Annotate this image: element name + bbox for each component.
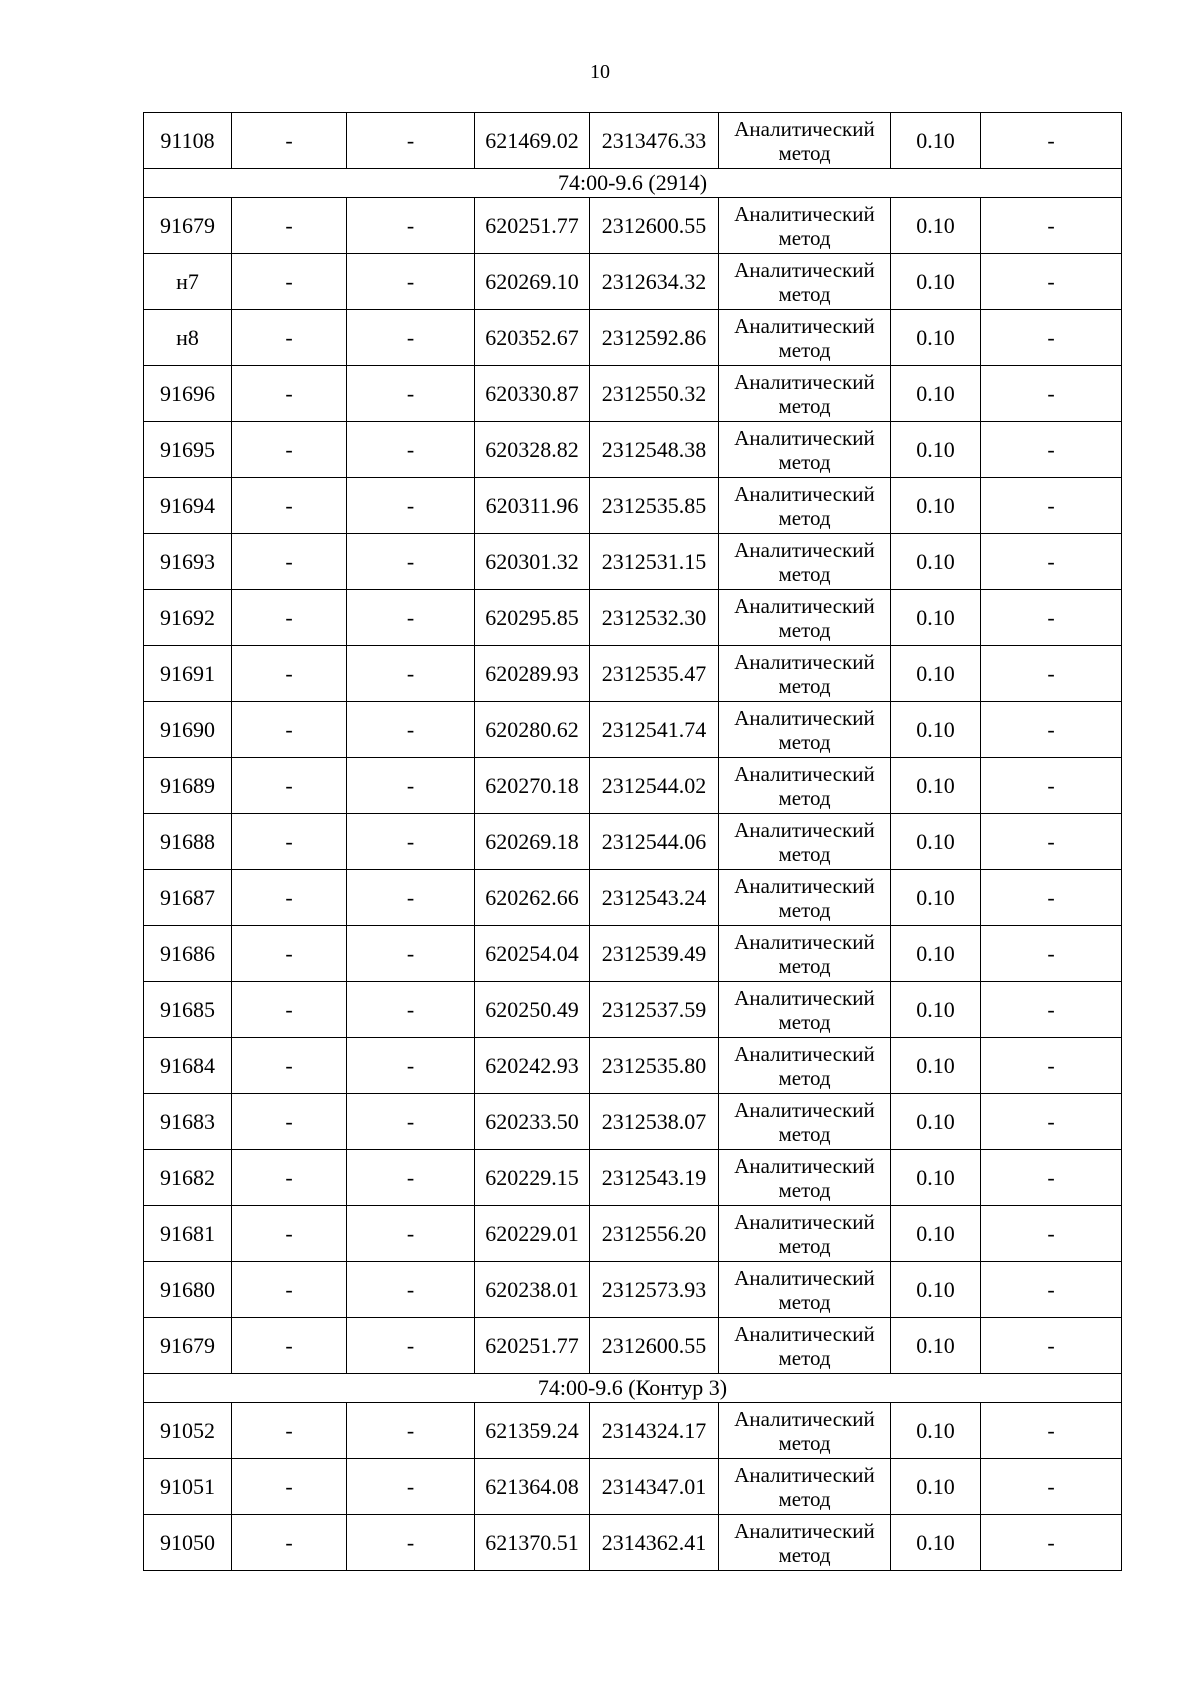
method-line-1: Аналитический (734, 1321, 875, 1346)
method-line-1: Аналитический (734, 593, 875, 618)
point-id-cell: 91681 (144, 1206, 232, 1262)
point-id-cell: 91691 (144, 646, 232, 702)
y-coordinate-cell: 2312556.20 (590, 1206, 719, 1262)
x-coordinate-cell: 620242.93 (475, 1038, 590, 1094)
method-line-1: Аналитический (734, 201, 875, 226)
method-line-2: метод (778, 505, 831, 530)
note-cell: - (981, 254, 1122, 310)
old-x-cell: - (232, 422, 347, 478)
accuracy-cell: 0.10 (891, 590, 981, 646)
table-row (144, 814, 1122, 870)
x-coordinate-cell: 620229.01 (475, 1206, 590, 1262)
old-x-cell: - (232, 926, 347, 982)
accuracy-cell: 0.10 (891, 1318, 981, 1374)
old-y-cell: - (347, 113, 475, 169)
method-line-1: Аналитический (734, 817, 875, 842)
point-id-cell: 91686 (144, 926, 232, 982)
accuracy-cell: 0.10 (891, 113, 981, 169)
y-coordinate-cell: 2312541.74 (590, 702, 719, 758)
old-x-cell: - (232, 534, 347, 590)
method-line-2: метод (778, 897, 831, 922)
note-cell: - (981, 926, 1122, 982)
x-coordinate-cell: 621359.24 (475, 1403, 590, 1459)
x-coordinate-cell: 620301.32 (475, 534, 590, 590)
old-y-cell: - (347, 254, 475, 310)
old-x-cell: - (232, 254, 347, 310)
method-line-2: метод (778, 617, 831, 642)
method-line-2: метод (778, 729, 831, 754)
method-line-2: метод (778, 785, 831, 810)
method-cell (719, 1094, 891, 1150)
y-coordinate-cell: 2312600.55 (590, 1318, 719, 1374)
method-line-2: метод (778, 561, 831, 586)
method-cell (719, 870, 891, 926)
old-x-cell: - (232, 198, 347, 254)
x-coordinate-cell: 620270.18 (475, 758, 590, 814)
y-coordinate-cell: 2312543.24 (590, 870, 719, 926)
y-coordinate-cell: 2314324.17 (590, 1403, 719, 1459)
accuracy-cell: 0.10 (891, 870, 981, 926)
table-row (144, 254, 1122, 310)
point-id-cell: 91682 (144, 1150, 232, 1206)
note-cell: - (981, 1262, 1122, 1318)
method-line-1: Аналитический (734, 985, 875, 1010)
old-x-cell: - (232, 702, 347, 758)
method-line-1: Аналитический (734, 1462, 875, 1487)
method-cell (719, 198, 891, 254)
table-row (144, 1206, 1122, 1262)
method-cell (719, 422, 891, 478)
accuracy-cell: 0.10 (891, 814, 981, 870)
table-row (144, 366, 1122, 422)
method-cell (719, 1459, 891, 1515)
method-line-1: Аналитический (734, 705, 875, 730)
table-row (144, 702, 1122, 758)
note-cell: - (981, 1206, 1122, 1262)
table-body (144, 113, 1122, 1571)
method-line-2: метод (778, 337, 831, 362)
old-y-cell: - (347, 1459, 475, 1515)
method-cell (719, 702, 891, 758)
old-y-cell: - (347, 422, 475, 478)
method-line-1: Аналитический (734, 873, 875, 898)
old-y-cell: - (347, 1318, 475, 1374)
point-id-cell: 91679 (144, 1318, 232, 1374)
accuracy-cell: 0.10 (891, 422, 981, 478)
y-coordinate-cell: 2312548.38 (590, 422, 719, 478)
point-id-cell: 91108 (144, 113, 232, 169)
x-coordinate-cell: 620295.85 (475, 590, 590, 646)
method-line-2: метод (778, 1233, 831, 1258)
old-y-cell: - (347, 870, 475, 926)
method-line-1: Аналитический (734, 1041, 875, 1066)
coordinates-table (143, 112, 1122, 1571)
accuracy-cell: 0.10 (891, 1150, 981, 1206)
y-coordinate-cell: 2312592.86 (590, 310, 719, 366)
note-cell: - (981, 198, 1122, 254)
accuracy-cell: 0.10 (891, 702, 981, 758)
x-coordinate-cell: 621370.51 (475, 1515, 590, 1571)
method-cell (719, 1515, 891, 1571)
method-cell (719, 590, 891, 646)
method-cell (719, 310, 891, 366)
point-id-cell: 91052 (144, 1403, 232, 1459)
old-y-cell: - (347, 534, 475, 590)
old-x-cell: - (232, 814, 347, 870)
table-row (144, 1094, 1122, 1150)
point-id-cell: 91680 (144, 1262, 232, 1318)
method-line-2: метод (778, 140, 831, 165)
table-row (144, 1150, 1122, 1206)
x-coordinate-cell: 620229.15 (475, 1150, 590, 1206)
x-coordinate-cell: 620280.62 (475, 702, 590, 758)
table-row (144, 478, 1122, 534)
old-y-cell: - (347, 758, 475, 814)
old-x-cell: - (232, 1459, 347, 1515)
note-cell: - (981, 1515, 1122, 1571)
point-id-cell: 91693 (144, 534, 232, 590)
old-y-cell: - (347, 198, 475, 254)
point-id-cell: н7 (144, 254, 232, 310)
old-y-cell: - (347, 1515, 475, 1571)
old-y-cell: - (347, 590, 475, 646)
old-x-cell: - (232, 113, 347, 169)
accuracy-cell: 0.10 (891, 478, 981, 534)
note-cell: - (981, 758, 1122, 814)
old-y-cell: - (347, 1094, 475, 1150)
y-coordinate-cell: 2312538.07 (590, 1094, 719, 1150)
old-x-cell: - (232, 1403, 347, 1459)
y-coordinate-cell: 2312531.15 (590, 534, 719, 590)
table-row (144, 1038, 1122, 1094)
method-cell (719, 534, 891, 590)
old-x-cell: - (232, 1262, 347, 1318)
note-cell: - (981, 113, 1122, 169)
method-line-2: метод (778, 1121, 831, 1146)
note-cell: - (981, 366, 1122, 422)
y-coordinate-cell: 2314347.01 (590, 1459, 719, 1515)
table-row (144, 870, 1122, 926)
method-line-1: Аналитический (734, 761, 875, 786)
x-coordinate-cell: 620233.50 (475, 1094, 590, 1150)
method-line-2: метод (778, 393, 831, 418)
old-x-cell: - (232, 646, 347, 702)
x-coordinate-cell: 620269.10 (475, 254, 590, 310)
point-id-cell: 91051 (144, 1459, 232, 1515)
method-line-2: метод (778, 1289, 831, 1314)
old-y-cell: - (347, 366, 475, 422)
note-cell: - (981, 1403, 1122, 1459)
y-coordinate-cell: 2312537.59 (590, 982, 719, 1038)
method-cell (719, 1403, 891, 1459)
note-cell: - (981, 1038, 1122, 1094)
old-x-cell: - (232, 478, 347, 534)
accuracy-cell: 0.10 (891, 1262, 981, 1318)
accuracy-cell: 0.10 (891, 646, 981, 702)
old-x-cell: - (232, 1318, 347, 1374)
method-line-2: метод (778, 281, 831, 306)
x-coordinate-cell: 620254.04 (475, 926, 590, 982)
x-coordinate-cell: 620250.49 (475, 982, 590, 1038)
y-coordinate-cell: 2312600.55 (590, 198, 719, 254)
y-coordinate-cell: 2312550.32 (590, 366, 719, 422)
method-line-1: Аналитический (734, 537, 875, 562)
y-coordinate-cell: 2312535.85 (590, 478, 719, 534)
old-y-cell: - (347, 814, 475, 870)
method-line-2: метод (778, 953, 831, 978)
note-cell: - (981, 590, 1122, 646)
y-coordinate-cell: 2312535.47 (590, 646, 719, 702)
old-x-cell: - (232, 1515, 347, 1571)
accuracy-cell: 0.10 (891, 534, 981, 590)
method-line-1: Аналитический (734, 116, 875, 141)
x-coordinate-cell: 620251.77 (475, 1318, 590, 1374)
old-x-cell: - (232, 758, 347, 814)
method-line-2: метод (778, 1009, 831, 1034)
point-id-cell: 91687 (144, 870, 232, 926)
method-cell (719, 478, 891, 534)
accuracy-cell: 0.10 (891, 758, 981, 814)
method-line-1: Аналитический (734, 1153, 875, 1178)
table-row (144, 1459, 1122, 1515)
note-cell: - (981, 1459, 1122, 1515)
accuracy-cell: 0.10 (891, 1515, 981, 1571)
accuracy-cell: 0.10 (891, 1403, 981, 1459)
method-cell (719, 982, 891, 1038)
group-label: 74:00-9.6 (2914) (144, 169, 1122, 198)
accuracy-cell: 0.10 (891, 1038, 981, 1094)
method-line-1: Аналитический (734, 481, 875, 506)
note-cell: - (981, 310, 1122, 366)
method-line-2: метод (778, 1345, 831, 1370)
point-id-cell: 91685 (144, 982, 232, 1038)
method-cell (719, 646, 891, 702)
old-x-cell: - (232, 310, 347, 366)
accuracy-cell: 0.10 (891, 982, 981, 1038)
old-y-cell: - (347, 982, 475, 1038)
note-cell: - (981, 646, 1122, 702)
method-line-1: Аналитический (734, 1265, 875, 1290)
old-x-cell: - (232, 870, 347, 926)
accuracy-cell: 0.10 (891, 198, 981, 254)
y-coordinate-cell: 2312634.32 (590, 254, 719, 310)
table-row (144, 310, 1122, 366)
x-coordinate-cell: 620238.01 (475, 1262, 590, 1318)
point-id-cell: 91679 (144, 198, 232, 254)
method-line-2: метод (778, 225, 831, 250)
y-coordinate-cell: 2312543.19 (590, 1150, 719, 1206)
point-id-cell: 91050 (144, 1515, 232, 1571)
note-cell: - (981, 1094, 1122, 1150)
method-cell (719, 814, 891, 870)
page-number: 10 (590, 61, 610, 83)
method-line-1: Аналитический (734, 313, 875, 338)
table-row (144, 926, 1122, 982)
method-line-1: Аналитический (734, 1097, 875, 1122)
point-id-cell: 91689 (144, 758, 232, 814)
table-row (144, 982, 1122, 1038)
old-x-cell: - (232, 590, 347, 646)
method-cell (719, 1318, 891, 1374)
point-id-cell: 91684 (144, 1038, 232, 1094)
method-cell (719, 1262, 891, 1318)
old-y-cell: - (347, 1403, 475, 1459)
old-x-cell: - (232, 1150, 347, 1206)
x-coordinate-cell: 621364.08 (475, 1459, 590, 1515)
method-line-1: Аналитический (734, 257, 875, 282)
method-line-2: метод (778, 1065, 831, 1090)
method-line-2: метод (778, 1177, 831, 1202)
old-y-cell: - (347, 702, 475, 758)
table-row (144, 1262, 1122, 1318)
table-row (144, 198, 1122, 254)
point-id-cell: 91688 (144, 814, 232, 870)
old-y-cell: - (347, 1262, 475, 1318)
note-cell: - (981, 534, 1122, 590)
x-coordinate-cell: 620262.66 (475, 870, 590, 926)
table-row (144, 590, 1122, 646)
old-x-cell: - (232, 366, 347, 422)
accuracy-cell: 0.10 (891, 254, 981, 310)
method-line-1: Аналитический (734, 1518, 875, 1543)
table-row (144, 1318, 1122, 1374)
table-row (144, 1403, 1122, 1459)
y-coordinate-cell: 2312535.80 (590, 1038, 719, 1094)
x-coordinate-cell: 620251.77 (475, 198, 590, 254)
y-coordinate-cell: 2312544.02 (590, 758, 719, 814)
group-header-row (144, 1374, 1122, 1403)
point-id-cell: н8 (144, 310, 232, 366)
x-coordinate-cell: 620352.67 (475, 310, 590, 366)
y-coordinate-cell: 2312573.93 (590, 1262, 719, 1318)
accuracy-cell: 0.10 (891, 1094, 981, 1150)
y-coordinate-cell: 2313476.33 (590, 113, 719, 169)
y-coordinate-cell: 2312539.49 (590, 926, 719, 982)
method-line-2: метод (778, 1430, 831, 1455)
method-line-2: метод (778, 673, 831, 698)
method-cell (719, 113, 891, 169)
point-id-cell: 91690 (144, 702, 232, 758)
old-y-cell: - (347, 1150, 475, 1206)
method-line-1: Аналитический (734, 649, 875, 674)
note-cell: - (981, 1318, 1122, 1374)
method-line-2: метод (778, 1486, 831, 1511)
method-cell (719, 1038, 891, 1094)
old-y-cell: - (347, 478, 475, 534)
group-label: 74:00-9.6 (Контур 3) (144, 1374, 1122, 1403)
method-line-2: метод (778, 1542, 831, 1567)
table-row (144, 758, 1122, 814)
x-coordinate-cell: 620328.82 (475, 422, 590, 478)
old-x-cell: - (232, 1094, 347, 1150)
table-row (144, 534, 1122, 590)
point-id-cell: 91683 (144, 1094, 232, 1150)
note-cell: - (981, 1150, 1122, 1206)
method-line-1: Аналитический (734, 425, 875, 450)
y-coordinate-cell: 2312532.30 (590, 590, 719, 646)
method-line-1: Аналитический (734, 929, 875, 954)
y-coordinate-cell: 2314362.41 (590, 1515, 719, 1571)
method-cell (719, 1206, 891, 1262)
point-id-cell: 91692 (144, 590, 232, 646)
method-line-1: Аналитический (734, 369, 875, 394)
old-y-cell: - (347, 1038, 475, 1094)
method-line-1: Аналитический (734, 1209, 875, 1234)
x-coordinate-cell: 620289.93 (475, 646, 590, 702)
note-cell: - (981, 702, 1122, 758)
accuracy-cell: 0.10 (891, 310, 981, 366)
old-x-cell: - (232, 1206, 347, 1262)
point-id-cell: 91694 (144, 478, 232, 534)
accuracy-cell: 0.10 (891, 1206, 981, 1262)
table-row (144, 646, 1122, 702)
x-coordinate-cell: 620269.18 (475, 814, 590, 870)
table-row (144, 422, 1122, 478)
old-y-cell: - (347, 1206, 475, 1262)
method-cell (719, 1150, 891, 1206)
table-row (144, 1515, 1122, 1571)
old-x-cell: - (232, 982, 347, 1038)
method-cell (719, 758, 891, 814)
old-x-cell: - (232, 1038, 347, 1094)
x-coordinate-cell: 620311.96 (475, 478, 590, 534)
old-y-cell: - (347, 646, 475, 702)
note-cell: - (981, 422, 1122, 478)
method-cell (719, 366, 891, 422)
method-cell (719, 254, 891, 310)
method-cell (719, 926, 891, 982)
x-coordinate-cell: 621469.02 (475, 113, 590, 169)
old-y-cell: - (347, 310, 475, 366)
note-cell: - (981, 814, 1122, 870)
y-coordinate-cell: 2312544.06 (590, 814, 719, 870)
point-id-cell: 91695 (144, 422, 232, 478)
group-header-row (144, 169, 1122, 198)
note-cell: - (981, 870, 1122, 926)
x-coordinate-cell: 620330.87 (475, 366, 590, 422)
method-line-2: метод (778, 449, 831, 474)
point-id-cell: 91696 (144, 366, 232, 422)
accuracy-cell: 0.10 (891, 366, 981, 422)
note-cell: - (981, 982, 1122, 1038)
accuracy-cell: 0.10 (891, 1459, 981, 1515)
table-row (144, 113, 1122, 169)
note-cell: - (981, 478, 1122, 534)
method-line-2: метод (778, 841, 831, 866)
method-line-1: Аналитический (734, 1406, 875, 1431)
accuracy-cell: 0.10 (891, 926, 981, 982)
old-y-cell: - (347, 926, 475, 982)
